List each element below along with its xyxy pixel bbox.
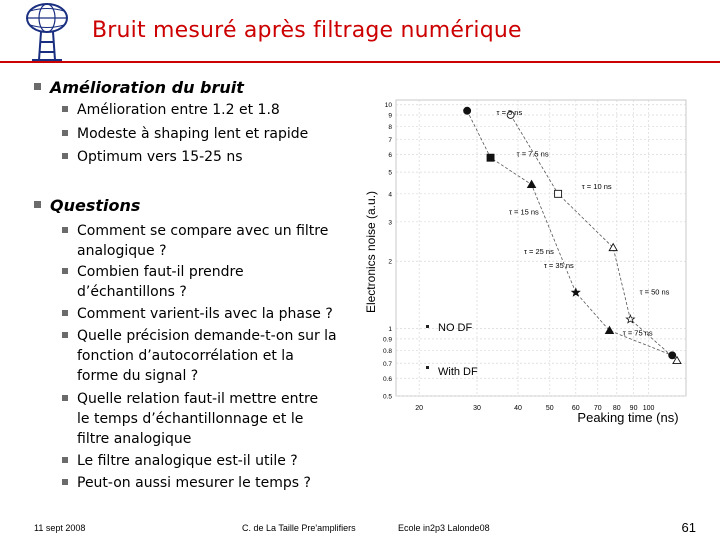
x-tick-label: 90: [629, 405, 638, 412]
y-tick-label: 3: [388, 219, 392, 227]
list-item: Peut-on aussi mesurer le temps ?: [62, 473, 311, 493]
y-tick-label: 1: [388, 326, 392, 334]
tau-annotation: τ = 50 ns: [639, 287, 670, 297]
tau-annotation: τ = 7.5 ns: [516, 149, 549, 159]
y-axis-label: Electronics noise (a.u.): [364, 190, 378, 314]
footer-event: Ecole in2p3 Lalonde08: [398, 523, 490, 533]
y-tick-label: 0.5: [382, 393, 392, 401]
tau-annotation: τ = 5 ns: [496, 107, 523, 117]
bullet-square-icon: [62, 479, 68, 485]
title-divider: [0, 61, 720, 63]
tau-annotation: τ = 10 ns: [581, 181, 612, 191]
footer-date: 11 sept 2008: [34, 523, 86, 533]
page-number: 61: [681, 520, 696, 535]
legend-label-with-df: With DF: [438, 366, 478, 378]
y-tick-label: 4: [388, 191, 392, 199]
bullet-square-icon: [62, 153, 68, 159]
legend-label-no-df: NO DF: [438, 322, 473, 334]
y-tick-label: 0.7: [382, 360, 392, 368]
x-tick-label: 60: [571, 405, 580, 412]
bullet-square-icon: [62, 130, 68, 136]
tau-annotation: τ = 75 ns: [622, 328, 653, 338]
bullet-square-icon: [34, 83, 41, 90]
bullet-square-icon: [34, 201, 41, 208]
x-tick-label: 100: [642, 405, 655, 412]
page-title: Bruit mesuré après filtrage numérique: [92, 18, 522, 43]
x-tick-label: 20: [415, 405, 424, 412]
y-tick-label: 8: [388, 123, 392, 131]
bullet-square-icon: [62, 310, 68, 316]
bullet-square-icon: [62, 268, 68, 274]
tau-annotation: τ = 25 ns: [523, 246, 554, 256]
list-item: Quelle précision demande-t-on sur la fonction d’autocorrélation et la forme du signal ?: [62, 326, 337, 386]
y-tick-label: 0.9: [382, 336, 392, 344]
tau-annotation: τ = 35 ns: [543, 261, 574, 271]
list-item: Le filtre analogique est-il utile ?: [62, 451, 298, 471]
list-item: Modeste à shaping lent et rapide: [62, 124, 308, 144]
y-tick-label: 0.8: [382, 347, 392, 355]
y-tick-label: 6: [388, 151, 392, 159]
list-item: Amélioration entre 1.2 et 1.8: [62, 100, 280, 120]
bullet-square-icon: [62, 227, 68, 233]
section-heading-questions: Questions: [34, 196, 140, 215]
list-item: Comment se compare avec un filtre analogique ?: [62, 221, 328, 261]
y-tick-label: 5: [388, 169, 392, 177]
list-item: Comment varient-ils avec la phase ?: [62, 304, 333, 324]
y-tick-label: 0.6: [382, 375, 392, 383]
list-item: Optimum vers 15-25 ns: [62, 147, 243, 167]
list-item: Quelle relation faut-il mettre entre le temps d’échantillonnage et le filtre analogique: [62, 389, 318, 449]
x-tick-label: 30: [473, 405, 481, 412]
y-tick-label: 2: [388, 258, 392, 266]
data-point: [464, 107, 471, 114]
x-tick-label: 80: [612, 405, 621, 412]
x-axis-label: Peaking time (ns): [577, 410, 679, 425]
bullet-square-icon: [62, 332, 68, 338]
bullet-square-icon: [62, 106, 68, 112]
legend-marker-no-df: [426, 325, 429, 328]
section-heading-noise-improvement: Amélioration du bruit: [34, 78, 244, 97]
footer-author: C. de La Taille Pre'amplifiers: [242, 523, 356, 533]
noise-vs-peaking-time-chart: [358, 92, 698, 428]
x-tick-label: 50: [545, 405, 554, 412]
data-point: [669, 352, 676, 359]
data-point: [487, 154, 494, 161]
data-point: [555, 190, 562, 197]
y-tick-label: 7: [388, 136, 392, 144]
legend-marker-with-df: [426, 366, 429, 369]
bullet-square-icon: [62, 395, 68, 401]
globe-logo-icon: [22, 2, 76, 64]
list-item: Combien faut-il prendre d’échantillons ?: [62, 262, 244, 302]
y-tick-label: 9: [388, 112, 392, 120]
y-tick-label: 10: [384, 102, 392, 110]
x-tick-label: 70: [593, 405, 602, 412]
x-tick-label: 40: [514, 405, 522, 412]
tau-annotation: τ = 15 ns: [508, 207, 539, 217]
bullet-square-icon: [62, 457, 68, 463]
